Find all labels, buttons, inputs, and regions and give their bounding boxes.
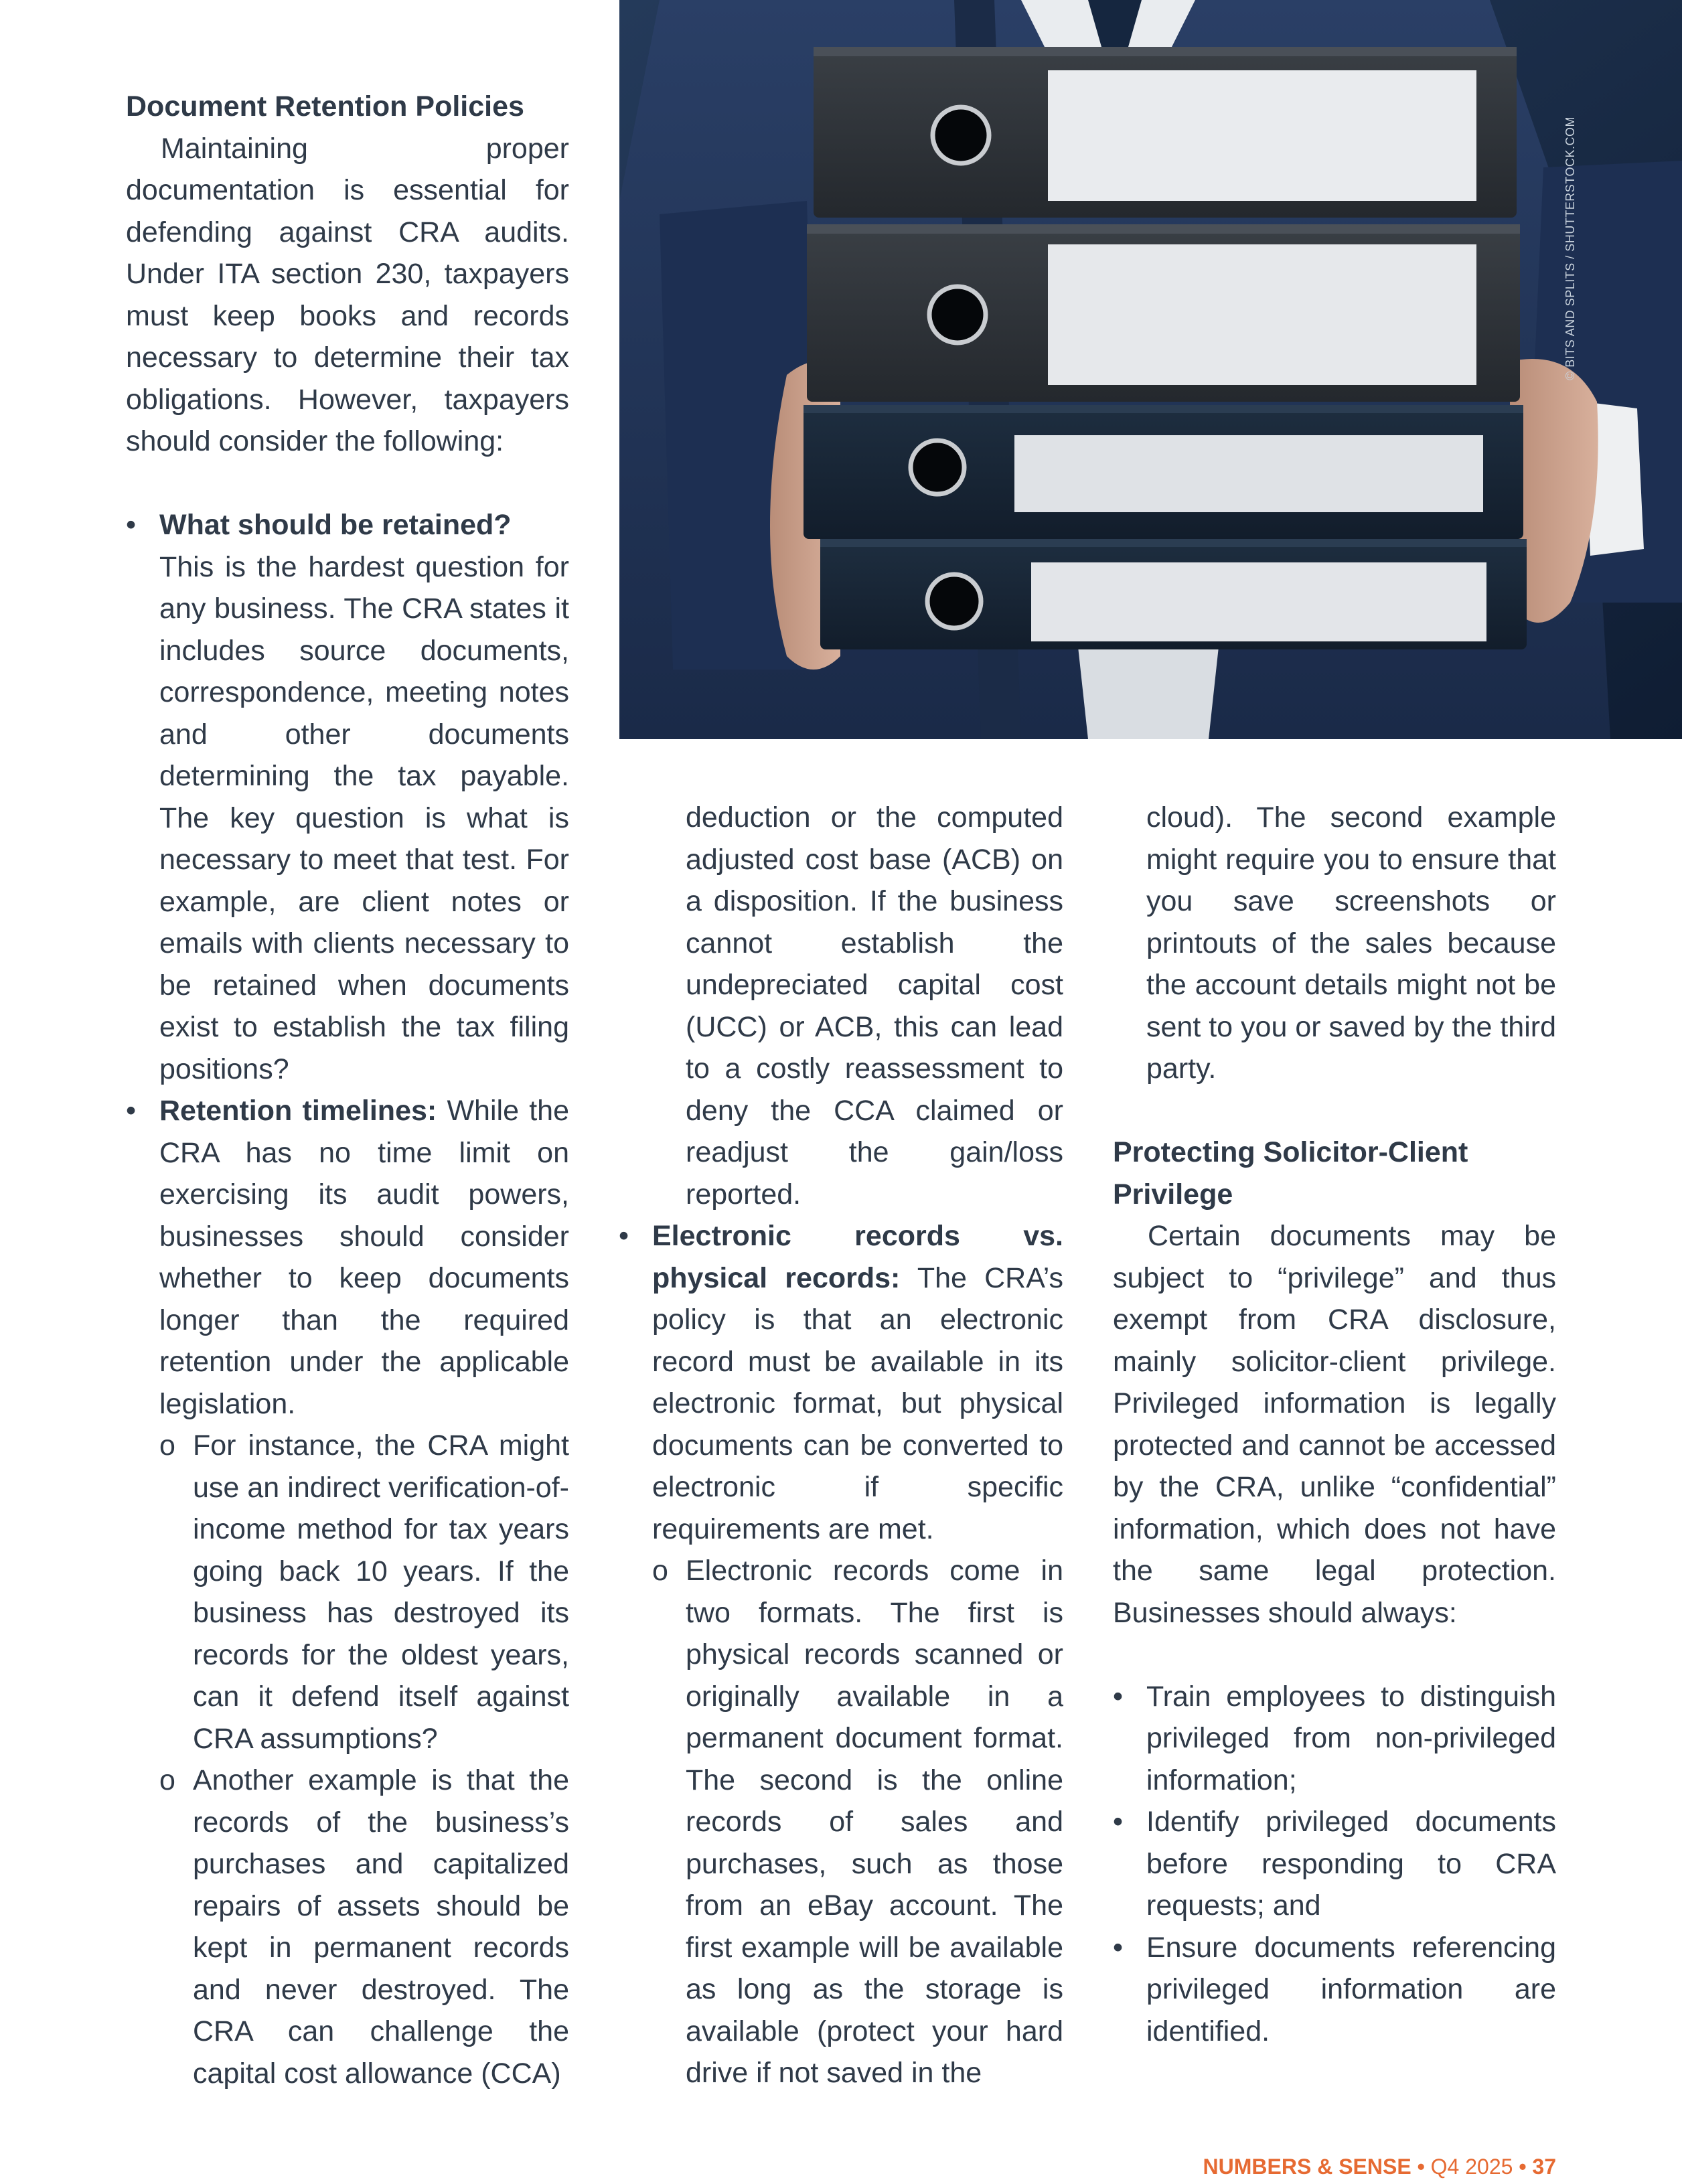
list-item: • Identify privileged documents before responding to CRA requests; and [1113, 1801, 1556, 1927]
bullet-title: Electronic records vs. physical records: [652, 1220, 1063, 1294]
subbullet-capitalized-repairs: o Another example is that the records of the business’s purchases and capitalized repairs of assets should be kept in permanent records and never destroyed. The CRA can challenge the capital cost allowance (CCA) [126, 1760, 569, 2094]
section-heading-retention: Document Retention Policies [126, 90, 524, 123]
subbullet-electronic-formats: o Electronic records come in two formats. The first is physical records scanned or originally available in a permanent document format. The second is the online records of sales and purchases, such as those from an eBay account. The first example will be available as long as the storage is available (protect your hard drive if not saved in the [619, 1550, 1063, 2094]
privilege-intro-paragraph: Certain documents may be subject to “privilege” and thus exempt from CRA disclosure, mainly solicitor-client privilege. Privileged information is legally protected and cannot be accessed by the CRA, unlike “confidential” information, which does not have the same legal protection. Businesses should always: [1113, 1220, 1556, 1629]
page-footer [1203, 2155, 1556, 2179]
publication-name: NUMBERS & SENSE [1203, 2155, 1411, 2179]
bullet-text: The CRA’s policy is that an electronic record must be available in its electronic format, but physical documents can be converted to electronic if specific requirements are met. [652, 1261, 1064, 1545]
bullet-title: Retention timelines: [159, 1095, 437, 1127]
column-1 [126, 86, 569, 2094]
subbullet-indirect-verification: o For instance, the CRA might use an indirect verification-of-income method for tax years going back 10 years. If the business has destroyed its records for the oldest years, can it defend itself against CRA assumptions? [126, 1425, 569, 1760]
bullet-retention-timelines [126, 1090, 569, 1425]
section-heading-privilege: Protecting Solicitor-Client Privilege [1113, 1136, 1468, 1211]
binders-photo [619, 0, 1682, 739]
list-item: • Ensure documents referencing privileged information are identified. [1113, 1927, 1556, 2053]
column-2 [619, 797, 1063, 2094]
bullet-title: What should be retained? [159, 509, 512, 541]
bullet-text: While the CRA has no time limit on exercising its audit powers, businesses should consider whether to keep documents longer than the required retention under the applicable legislation. [159, 1095, 569, 1420]
binders-illustration [619, 0, 1682, 739]
bullet-what-to-retain [126, 504, 569, 546]
photo-credit: © BITS AND SPLITS / SHUTTERSTOCK.COM [1563, 116, 1577, 380]
retention-intro-paragraph: Maintaining proper documentation is essential for defending against CRA audits. Under ITA section 230, taxpayers must keep books and records necessary to determine their tax obligations. However, taxpayers should consider the following: [126, 132, 569, 457]
bullet-electronic-records [619, 1215, 1063, 1550]
subbullet-continuation: deduction or the computed adjusted cost base (ACB) on a disposition. If the business cannot establish the undepreciated capital cost (UCC) or ACB, this can lead to a costly reassessment to deny the CCA claimed or readjust the gain/loss reported. [686, 801, 1063, 1211]
bullet-what-to-retain-text: This is the hardest question for any business. The CRA states it includes source documents, correspondence, meeting notes and other documents determining the tax payable. The key question is what is necessary to meet that test. For example, are client notes or emails with clients necessary to be retained when documents exist to establish the tax filing positions? [159, 550, 569, 1085]
footer-separator: • [1519, 2155, 1527, 2179]
list-item: • Train employees to distinguish privileged from non-privileged information; [1113, 1676, 1556, 1802]
subbullet-continuation: cloud). The second example might require you to ensure that you save screenshots or printouts of the sales because the account details might not be sent to you or saved by the third party. [1146, 801, 1556, 1085]
column-3 [1113, 797, 1556, 2052]
issue-label: Q4 2025 [1430, 2155, 1513, 2179]
page-number: 37 [1532, 2155, 1556, 2179]
footer-separator: • [1417, 2155, 1425, 2179]
